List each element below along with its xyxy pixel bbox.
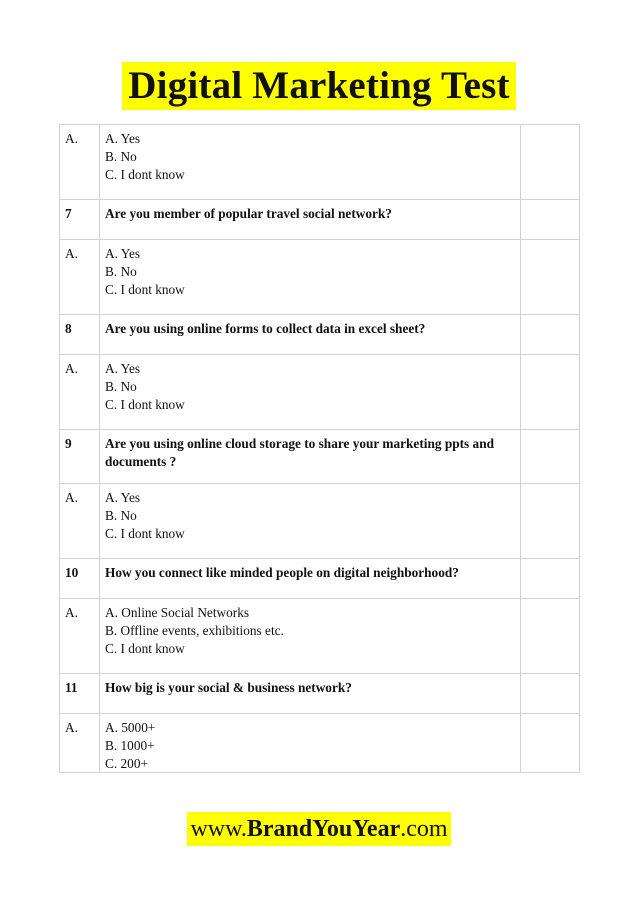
title-container [0, 62, 638, 110]
answer-options [100, 125, 521, 200]
website-link[interactable] [187, 812, 450, 846]
question-row [60, 200, 580, 240]
row-label: A. [60, 599, 100, 674]
question-text: Are you using online forms to collect data in excel sheet? [100, 315, 521, 355]
answer-option: A. Yes [105, 490, 141, 505]
answer-option: C. I dont know [105, 396, 185, 412]
question-mark-cell [521, 200, 580, 240]
answer-mark-cell[interactable] [521, 714, 580, 773]
answer-option: B. 1000+ [105, 737, 155, 753]
answer-option: A. Yes [105, 131, 141, 146]
answer-option: A. Online Social Networks [105, 605, 250, 620]
question-number: 11 [60, 674, 100, 714]
question-row [60, 315, 580, 355]
row-label: A. [60, 714, 100, 773]
answer-options [100, 355, 521, 430]
answer-mark-cell[interactable] [521, 599, 580, 674]
answer-option: C. I dont know [105, 640, 185, 656]
answer-option: A. Yes [105, 361, 141, 376]
row-label: A. [60, 484, 100, 559]
answer-option: C. I dont know [105, 281, 185, 297]
answer-row [60, 714, 580, 773]
question-text: Are you using online cloud storage to share your marketing ppts and documents ? [100, 430, 521, 484]
question-mark-cell [521, 315, 580, 355]
question-mark-cell [521, 674, 580, 714]
question-text: How you connect like minded people on digital neighborhood? [100, 559, 521, 599]
question-text: How big is your social & business network? [100, 674, 521, 714]
answer-option: C. I dont know [105, 525, 185, 541]
answer-row [60, 599, 580, 674]
answer-options [100, 484, 521, 559]
answer-mark-cell[interactable] [521, 355, 580, 430]
footer-container [0, 812, 638, 846]
answer-options [100, 240, 521, 315]
question-number: 8 [60, 315, 100, 355]
answer-option: B. No [105, 507, 137, 523]
website-suffix: .com [400, 816, 448, 842]
answer-mark-cell[interactable] [521, 240, 580, 315]
page-title: Digital Marketing Test [122, 62, 515, 110]
answer-options [100, 599, 521, 674]
answer-row [60, 125, 580, 200]
question-number: 9 [60, 430, 100, 484]
answer-row [60, 484, 580, 559]
answer-option: A. 5000+ [105, 720, 156, 735]
row-label: A. [60, 240, 100, 315]
question-row [60, 674, 580, 714]
website-brand: BrandYouYear [246, 816, 401, 842]
row-label: A. [60, 125, 100, 200]
answer-option: B. No [105, 378, 137, 394]
answer-option: C. I dont know [105, 166, 185, 182]
question-row [60, 559, 580, 599]
answer-option: B. No [105, 148, 137, 164]
quiz-table [59, 124, 580, 773]
answer-options [100, 714, 521, 773]
answer-row [60, 240, 580, 315]
question-text: Are you member of popular travel social network? [100, 200, 521, 240]
answer-mark-cell[interactable] [521, 484, 580, 559]
question-number: 7 [60, 200, 100, 240]
question-number: 10 [60, 559, 100, 599]
question-row [60, 430, 580, 484]
question-mark-cell [521, 430, 580, 484]
answer-row [60, 355, 580, 430]
website-prefix: www. [190, 816, 247, 842]
answer-option: B. Offline events, exhibitions etc. [105, 622, 284, 638]
row-label: A. [60, 355, 100, 430]
answer-option: B. No [105, 263, 137, 279]
answer-option: C. 200+ [105, 755, 148, 771]
answer-mark-cell[interactable] [521, 125, 580, 200]
question-mark-cell [521, 559, 580, 599]
answer-option: A. Yes [105, 246, 141, 261]
